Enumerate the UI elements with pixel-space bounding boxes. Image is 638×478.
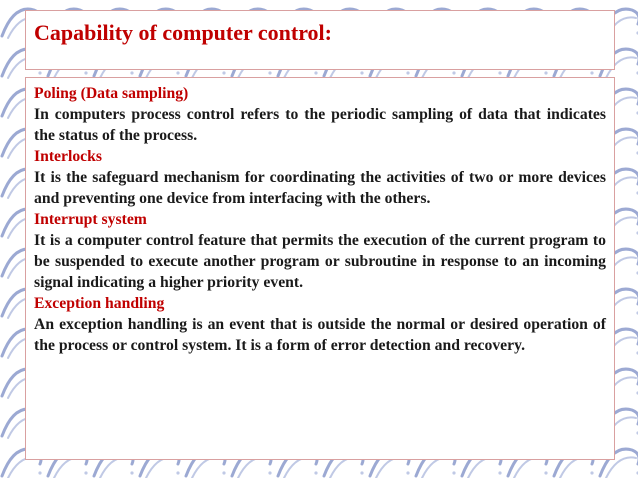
section-text-interlocks: It is the safeguard mechanism for coordinating the activities of two or more devices and preventing one device from interfacing with the others.	[34, 169, 606, 207]
section-text-interrupt-system: It is a computer control feature that permits the execution of the current program to be suspended to execute another program or subroutine in response to an incoming signal indicating a higher priority event.	[34, 232, 606, 291]
section-heading-poling: Poling (Data sampling)	[34, 85, 189, 102]
section-text-poling: In computers process control refers to the periodic sampling of data that indicates the status of the process.	[34, 106, 606, 144]
title-box	[25, 10, 615, 70]
section-heading-exception-handling: Exception handling	[34, 295, 165, 312]
content-box	[25, 77, 615, 460]
section-text-exception-handling: An exception handling is an event that is outside the normal or desired operation of the process or control system. It is a form of error detection and recovery.	[34, 316, 606, 354]
section-heading-interlocks: Interlocks	[34, 148, 102, 165]
slide-title: Capability of computer control:	[34, 20, 332, 45]
section-heading-interrupt-system: Interrupt system	[34, 211, 147, 228]
